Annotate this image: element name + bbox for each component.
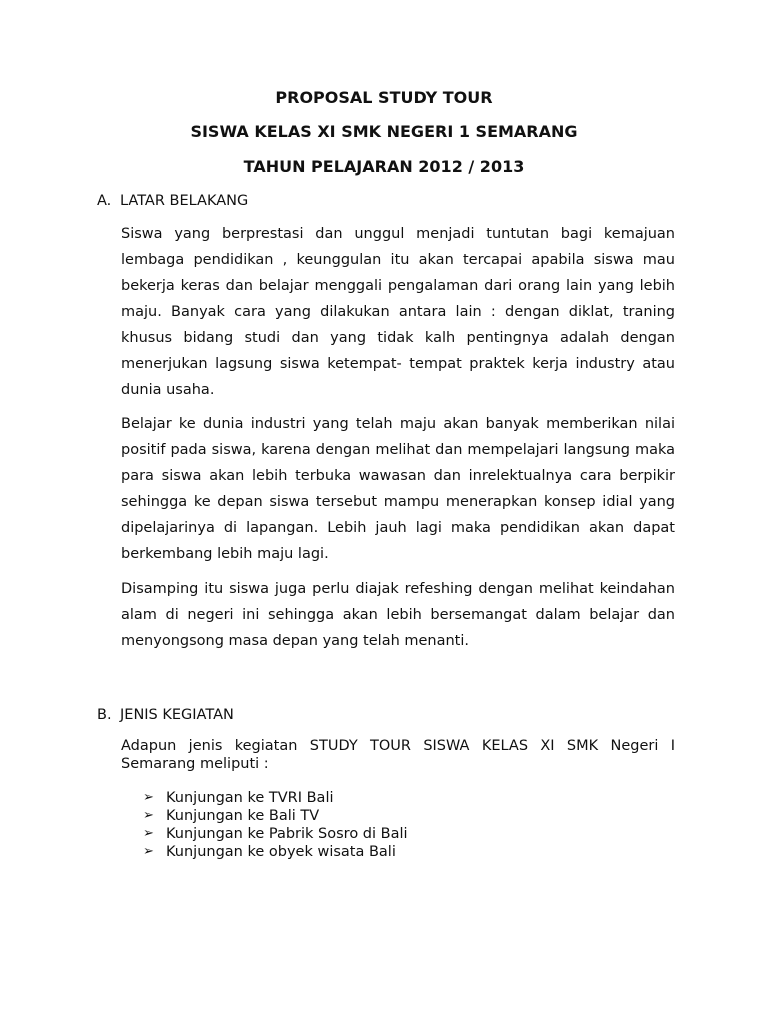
list-item [143, 825, 408, 843]
arrow-bullet-icon: ➢ [143, 826, 154, 841]
section-a-paragraph-2: Belajar ke dunia industri yang telah maju akan banyak memberikan nilai positif pada siswa, karena dengan melihat dan mempelajari langsung maka para siswa akan lebih terbuka wawasan dan inrelektualnya cara berpikir sehingga ke depan siswa tersebut mampu menerapkan konsep idial yang dipelajarinya di lapangan. Lebih jauh lagi maka pendidikan akan dapat berkembang lebih maju lagi. [121, 416, 675, 562]
list-item-text: Kunjungan ke Pabrik Sosro di Bali [166, 826, 408, 842]
document-subtitle: SISWA KELAS XI SMK NEGERI 1 SEMARANG [190, 122, 578, 141]
section-a-letter: A. [97, 193, 112, 209]
list-item-text: Kunjungan ke TVRI Bali [166, 790, 334, 806]
section-b-intro: Adapun jenis kegiatan STUDY TOUR SISWA KELAS XI SMK Negeri I Semarang meliputi : [121, 738, 675, 772]
list-item-text: Kunjungan ke obyek wisata Bali [166, 844, 396, 860]
section-a-paragraph-3: Disamping itu siswa juga perlu diajak refeshing dengan melihat keindahan alam di negeri ini sehingga akan lebih bersemangat dalam belajar dan menyongsong masa depan yang telah menanti. [121, 581, 675, 649]
document-title: PROPOSAL STUDY TOUR [275, 88, 493, 107]
list-item [143, 789, 408, 807]
list-item [143, 843, 408, 861]
section-b-title: JENIS KEGIATAN [120, 707, 234, 723]
document-year: TAHUN PELAJARAN 2012 / 2013 [243, 157, 525, 176]
list-item-text: Kunjungan ke Bali TV [166, 808, 320, 824]
section-b-letter: B. [97, 707, 112, 723]
section-a-title: LATAR BELAKANG [120, 193, 249, 209]
section-a-heading [97, 192, 248, 210]
section-a-paragraph-1: Siswa yang berprestasi dan unggul menjadi tuntutan bagi kemajuan lembaga pendidikan , keunggulan itu akan tercapai apabila siswa mau bekerja keras dan belajar menggali pengalaman dari orang lain yang lebih maju. Banyak cara yang dilakukan antara lain : dengan diklat, traning khusus bidang studi dan yang tidak kalh pentingnya adalah dengan menerjukan lagsung siswa ketempat- tempat praktek kerja industry atau dunia usaha. [121, 226, 675, 398]
activity-list [143, 789, 408, 861]
arrow-bullet-icon: ➢ [143, 808, 154, 823]
arrow-bullet-icon: ➢ [143, 790, 154, 805]
arrow-bullet-icon: ➢ [143, 844, 154, 859]
list-item [143, 807, 408, 825]
section-b-heading [97, 706, 234, 724]
